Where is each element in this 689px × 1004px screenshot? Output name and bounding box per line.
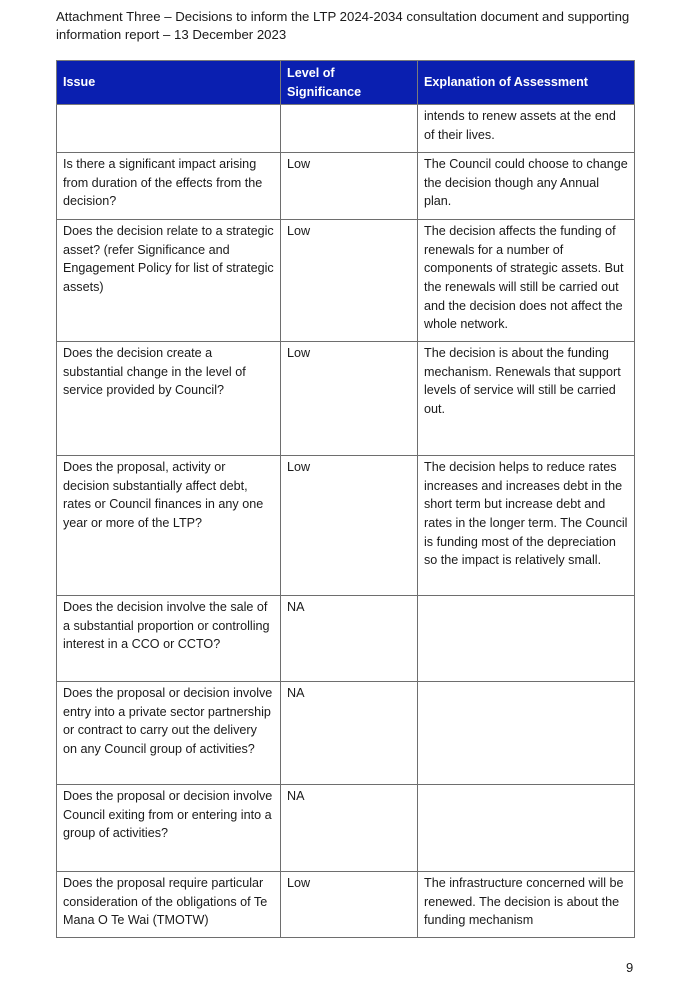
level-cell: NA <box>281 596 418 682</box>
table-row <box>57 785 635 872</box>
issue-cell <box>57 105 281 153</box>
column-header-explanation: Explanation of Assessment <box>418 61 635 105</box>
table-header-row <box>57 61 635 105</box>
level-cell <box>281 105 418 153</box>
level-cell: Low <box>281 342 418 456</box>
explanation-cell: The decision helps to reduce rates increases and increases debt in the short term but increase debt and rates in the longer term. The Council is funding most of the depreciation so the impact is relatively small. <box>418 456 635 596</box>
level-cell: Low <box>281 220 418 342</box>
column-header-issue: Issue <box>57 61 281 105</box>
explanation-cell: The Council could choose to change the decision though any Annual plan. <box>418 153 635 220</box>
document-header <box>56 8 656 44</box>
table-row <box>57 220 635 342</box>
explanation-cell <box>418 785 635 872</box>
header-line-2: information report – 13 December 2023 <box>56 27 287 42</box>
page-number: 9 <box>626 960 634 975</box>
table-row <box>57 682 635 785</box>
level-cell: Low <box>281 153 418 220</box>
issue-cell: Does the decision involve the sale of a substantial proportion or controlling interest in a CCO or CCTO? <box>57 596 281 682</box>
table-row <box>57 105 635 153</box>
issue-cell: Does the proposal or decision involve entry into a private sector partnership or contract to carry out the delivery on any Council group of activities? <box>57 682 281 785</box>
issue-cell: Is there a significant impact arising from duration of the effects from the decision? <box>57 153 281 220</box>
level-cell: Low <box>281 872 418 938</box>
explanation-cell: The decision affects the funding of renewals for a number of components of strategic assets. But the renewals will still be carried out and the decision does not affect the whole network. <box>418 220 635 342</box>
table-row <box>57 456 635 596</box>
explanation-cell: The infrastructure concerned will be renewed. The decision is about the funding mechanism <box>418 872 635 938</box>
table-row <box>57 872 635 938</box>
issue-cell: Does the proposal or decision involve Council exiting from or entering into a group of activities? <box>57 785 281 872</box>
issue-cell: Does the decision relate to a strategic asset? (refer Significance and Engagement Policy for list of strategic assets) <box>57 220 281 342</box>
issue-cell: Does the proposal, activity or decision substantially affect debt, rates or Council finances in any one year or more of the LTP? <box>57 456 281 596</box>
level-cell: Low <box>281 456 418 596</box>
issue-cell: Does the decision create a substantial change in the level of service provided by Council? <box>57 342 281 456</box>
explanation-cell: The decision is about the funding mechanism. Renewals that support levels of service will still be carried out. <box>418 342 635 456</box>
table-row <box>57 342 635 456</box>
header-line-1: Attachment Three – Decisions to inform the LTP 2024-2034 consultation document and supporting <box>56 9 630 24</box>
explanation-cell <box>418 596 635 682</box>
significance-assessment-table <box>56 60 635 938</box>
table-row <box>57 596 635 682</box>
issue-cell: Does the proposal require particular consideration of the obligations of Te Mana O Te Wai (TMOTW) <box>57 872 281 938</box>
explanation-cell <box>418 682 635 785</box>
level-cell: NA <box>281 682 418 785</box>
explanation-cell: intends to renew assets at the end of their lives. <box>418 105 635 153</box>
column-header-level: Level of Significance <box>281 61 418 105</box>
table-row <box>57 153 635 220</box>
level-cell: NA <box>281 785 418 872</box>
